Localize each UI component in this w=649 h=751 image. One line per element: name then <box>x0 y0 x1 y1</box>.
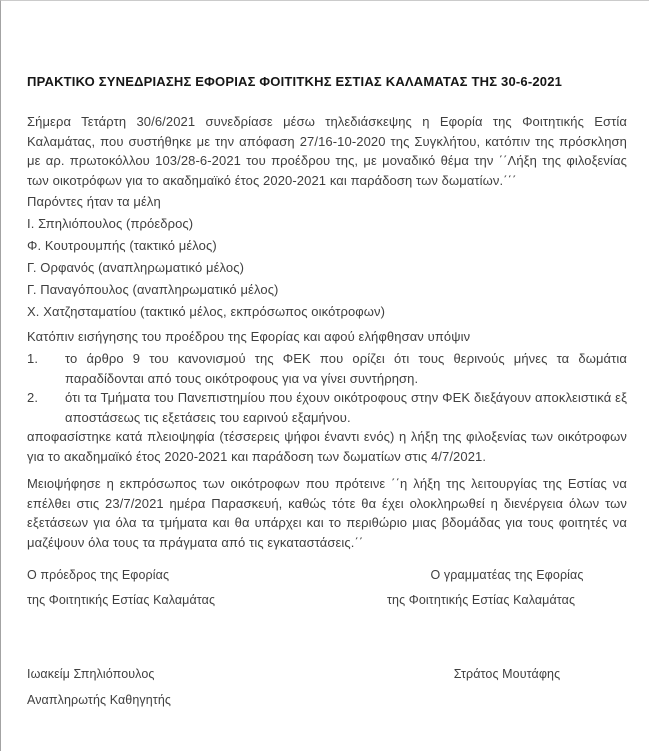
decision-paragraph: αποφασίστηκε κατά πλειοψηφία (τέσσερεις ψήφοι έναντι ενός) η λήξη της φιλοξενίας των οικότροφων για το ακαδημαϊκό έτος 2020-2021 και παράδοση των δωματίων στις 4/7/2021. <box>27 429 627 464</box>
considerations-intro: Κατόπιν εισήγησης του προέδρου της Εφορίας και αφού ελήφθησαν υπόψιν <box>27 328 471 344</box>
signature-names-row <box>27 665 627 716</box>
intro-paragraph: Σήμερα Τετάρτη 30/6/2021 συνεδρίασε μέσω τηλεδιάσκεψης η Εφορία της Φοιτητικής Εστία Καλαμάτας, που συστήθηκε με την απόφαση 27/16-10-2020 της Συγκλήτου, κατόπιν της πρόσκληση με αρ. πρωτοκόλλου 103/28-6-2021 του προέδρου της, με μοναδικό θέμα την ΄΄Λήξη της φιλοξενίας των οικοτρόφων για το ακαδημαϊκό έτος 2020-2021 και παράδοση των δωματίων.΄΄΄ <box>27 114 627 188</box>
attendees-heading: Παρόντες ήταν τα μέλη <box>27 194 161 209</box>
attendees-section <box>27 192 627 322</box>
attendee-item-4: Γ. Παναγόπουλος (αναπληρωματικό μέλος) <box>27 282 279 297</box>
list-item-2-number: 2. <box>27 390 39 405</box>
president-name-block <box>27 665 171 716</box>
document-title: ΠΡΑΚΤΙΚΟ ΣΥΝΕΔΡΙΑΣΗΣ ΕΦΟΡΙΑΣ ΦΟΙΤΙΤΚΗΣ ΕΣΤΙΑΣ ΚΑΛΑΜΑΤΑΣ ΤΗΣ 30-6-2021 <box>27 74 563 89</box>
president-role: Ο πρόεδρος της Εφορίας <box>27 568 170 582</box>
signature-left-block <box>27 566 215 615</box>
minority-paragraph: Μειοψήφησε η εκπρόσωπος των οικότροφων που πρότεινε ΄΄η λήξη της λειτουργίας της Εστίας να επέλθει στις 23/7/2021 ημέρα Παρασκευή, καθώς τότε θα έχει ολοκληρωθεί η διενέργεια όλων των εξετάσεων για όλα τα τμήματα και θα υπάρχει και το περιθώριο μιας βδομάδας για τους φοιτητές να μαζέψουν όλα τους τα πράγματα από τις εγκαταστάσεις.΄΄ <box>27 476 627 550</box>
list-item-1-text: το άρθρο 9 του κανονισμού της ΦΕΚ που ορίζει ότι τους θερινούς μήνες τα δωμάτια παραδίδονται από τους οικότροφους για να γίνει συντήρηση. <box>65 351 627 386</box>
list-item-2 <box>27 388 627 427</box>
attendee-item-5: Χ. Χατζησταματίου (τακτικό μέλος, εκπρόσωπος οικότροφων) <box>27 304 386 319</box>
signature-roles-row <box>27 566 627 615</box>
attendee-item-3: Γ. Ορφανός (αναπληρωματικό μέλος) <box>27 260 245 275</box>
secretary-role: Ο γραμματέας της Εφορίας <box>430 568 584 582</box>
president-org: της Φοιτητικής Εστίας Καλαμάτας <box>27 592 216 607</box>
list-item-1-number: 1. <box>27 351 39 366</box>
secretary-name-block <box>387 665 627 716</box>
list-item-2-text: ότι τα Τμήματα του Πανεπιστημίου που έχουν οικότροφους στην ΦΕΚ διεξάγουν αποκλειστικά εξ αποστάσεως τις εξετάσεις του εαρινού εξαμήνου. <box>65 390 627 425</box>
president-name: Ιωακείμ Σπηλιόπουλος <box>27 667 155 681</box>
signature-right-block <box>387 566 627 615</box>
attendee-item-2: Φ. Κουτρουμπής (τακτικό μέλος) <box>27 238 217 253</box>
list-item-1 <box>27 349 627 388</box>
considerations-list <box>27 349 627 427</box>
president-title: Αναπληρωτής Καθηγητής <box>27 692 172 707</box>
secretary-name: Στράτος Μουτάφης <box>453 667 561 681</box>
attendee-item-1: Ι. Σπηλιόπουλος (πρόεδρος) <box>27 216 194 231</box>
secretary-org: της Φοιτητικής Εστίας Καλαμάτας <box>387 592 576 607</box>
document-content <box>1 1 649 716</box>
